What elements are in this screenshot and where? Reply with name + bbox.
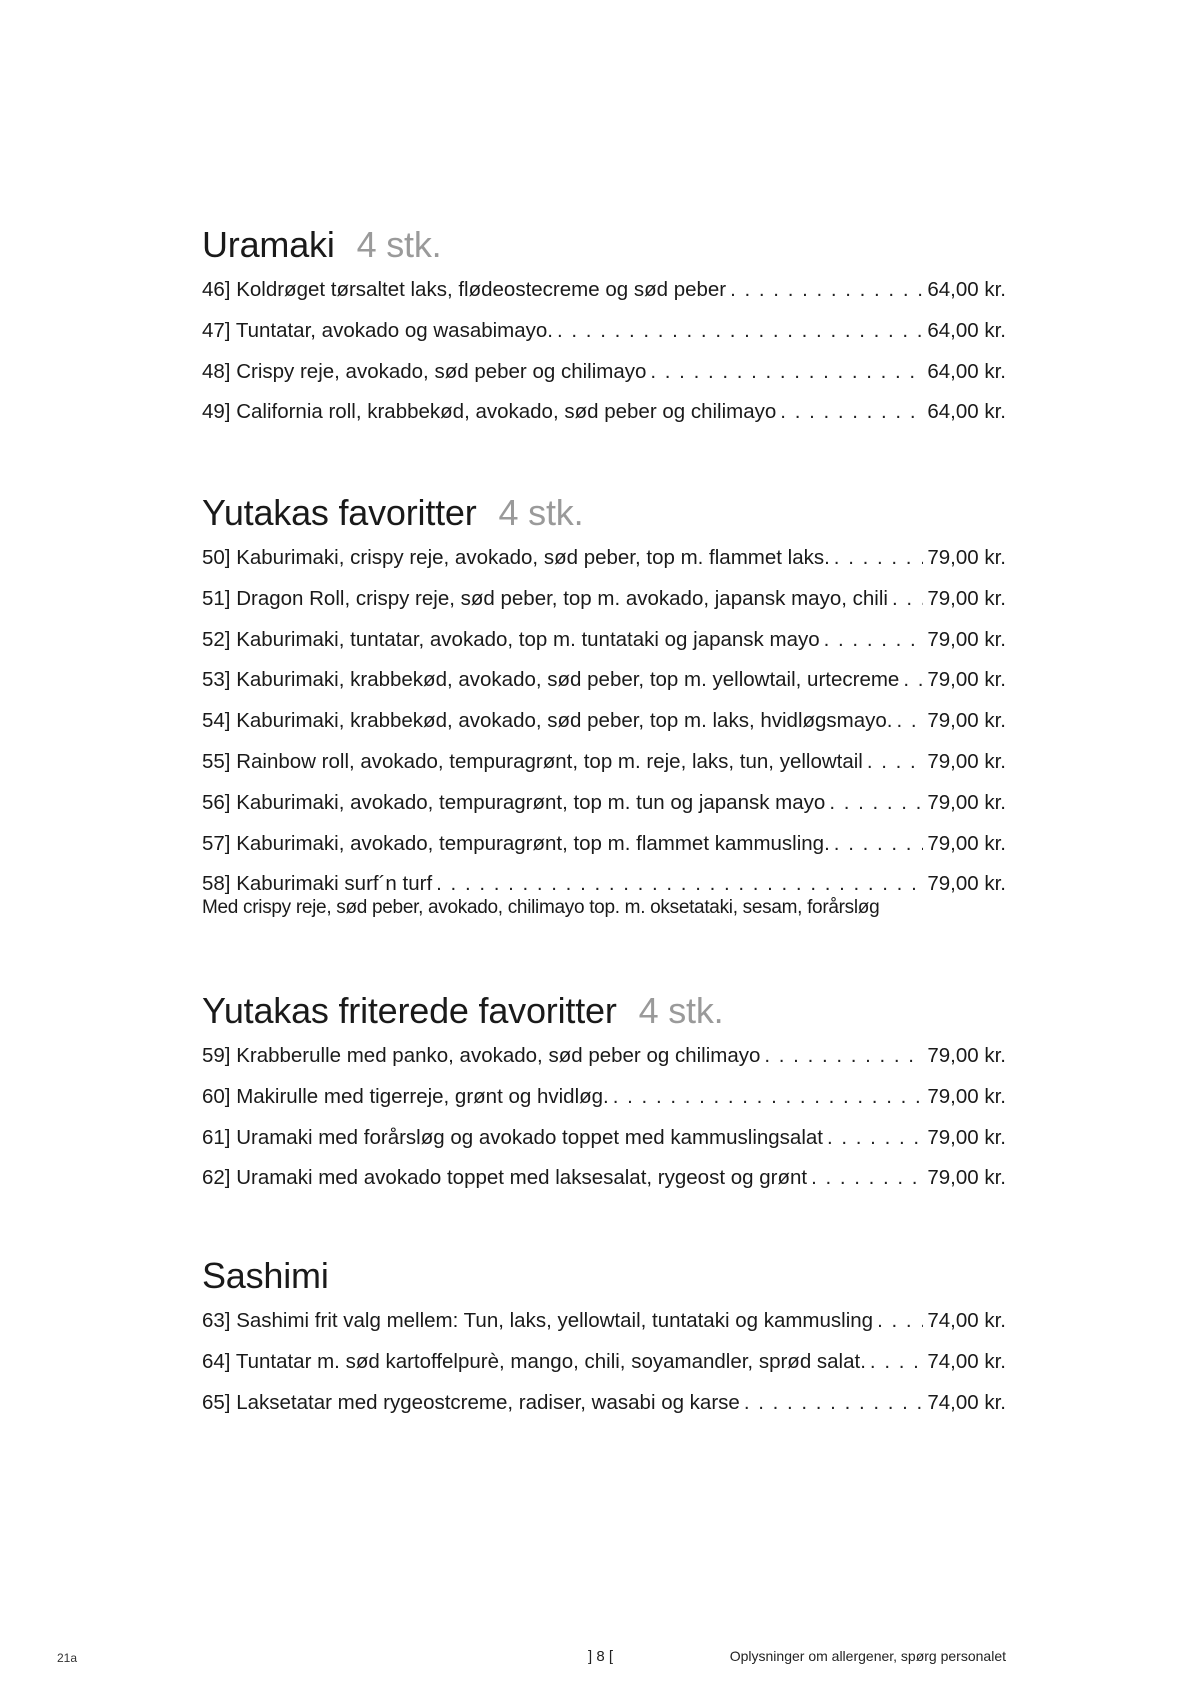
section-title — [202, 224, 1006, 266]
menu-item-description: Med crispy reje, sød peber, avokado, chilimayo top. m. oksetataki, sesam, forårsløg — [202, 897, 880, 919]
menu-item-price: 64,00 kr. — [927, 359, 1006, 383]
menu-item-price: 79,00 kr. — [927, 586, 1006, 610]
menu-item-name: 50] Kaburimaki, crispy reje, avokado, sød peber, top m. flammet laks. — [202, 546, 830, 569]
menu-item — [202, 1299, 1006, 1340]
dot-leader — [613, 1083, 924, 1111]
menu-item-price: 79,00 kr. — [927, 1084, 1006, 1108]
dot-leader — [829, 789, 923, 817]
menu-item-name: 49] California roll, krabbekød, avokado, sød peber og chilimayo — [202, 400, 777, 424]
menu-item-name: 48] Crispy reje, avokado, sød peber og chilimayo — [202, 359, 647, 383]
menu-item-price: 79,00 kr. — [927, 668, 1006, 692]
dot-leader — [870, 1348, 923, 1376]
menu-item — [202, 1381, 1006, 1422]
menu-item-list — [202, 1299, 1006, 1421]
dot-leader — [867, 748, 923, 776]
menu-item-price: 79,00 kr. — [927, 831, 1006, 855]
menu-item-price: 64,00 kr. — [927, 278, 1006, 301]
dot-leader — [436, 870, 923, 898]
menu-item — [202, 536, 1006, 577]
section-friterede-favoritter — [202, 990, 1006, 1197]
menu-item-price: 64,00 kr. — [927, 400, 1006, 424]
menu-item-price: 74,00 kr. — [927, 1390, 1006, 1414]
menu-item-name: 65] Laksetatar med rygeostcreme, radiser, wasabi og karse — [202, 1390, 740, 1414]
menu-item-name: 47] Tuntatar, avokado og wasabimayo. — [202, 318, 554, 342]
section-yutakas-favoritter — [202, 492, 1006, 928]
section-sashimi — [202, 1255, 1006, 1421]
menu-item-name: 51] Dragon Roll, crispy reje, sød peber, top m. avokado, japansk mayo, chili — [202, 586, 888, 610]
section-uramaki — [202, 224, 1006, 431]
menu-item — [202, 1075, 1006, 1116]
allergen-note: Oplysninger om allergener, spørg personalet — [729, 1648, 1006, 1664]
menu-item-price: 79,00 kr. — [927, 790, 1006, 814]
menu-item — [202, 618, 1006, 659]
menu-item — [202, 1116, 1006, 1157]
menu-item-name: 46] Koldrøget tørsaltet laks, flødeostecreme og sød peber — [202, 278, 727, 301]
menu-item — [202, 740, 1006, 781]
menu-item-name: 64] Tuntatar m. sød kartoffelpurè, mango, chili, soyamandler, sprød salat. — [202, 1349, 866, 1373]
dot-leader — [903, 666, 923, 694]
dot-leader — [877, 1307, 923, 1335]
dot-leader — [834, 830, 924, 858]
menu-item-name: 60] Makirulle med tigerreje, grønt og hvidløg. — [202, 1084, 609, 1108]
menu-item — [202, 781, 1006, 822]
menu-item — [202, 390, 1006, 431]
menu-item-price: 79,00 kr. — [927, 546, 1006, 569]
dot-leader — [824, 626, 924, 654]
dot-leader — [827, 1124, 923, 1152]
menu-item — [202, 1156, 1006, 1197]
section-title-text: Yutakas friterede favoritter — [202, 990, 617, 1031]
menu-item — [202, 268, 1006, 309]
dot-leader — [780, 398, 923, 426]
menu-item-name: 54] Kaburimaki, krabbekød, avokado, sød peber, top m. laks, hvidløgsmayo. — [202, 709, 893, 733]
footer-code: 21a — [57, 1651, 78, 1665]
menu-item — [202, 699, 1006, 740]
menu-item — [202, 309, 1006, 350]
dot-leader — [892, 585, 923, 613]
menu-item-price: 64,00 kr. — [927, 318, 1006, 342]
dot-leader — [834, 544, 924, 572]
dot-leader — [897, 707, 924, 735]
menu-item — [202, 350, 1006, 391]
menu-item-name: 57] Kaburimaki, avokado, tempuragrønt, top m. flammet kammusling. — [202, 831, 830, 855]
menu-item-name: 52] Kaburimaki, tuntatar, avokado, top m. tuntataki og japansk mayo — [202, 627, 820, 651]
menu-item — [202, 822, 1006, 863]
menu-item-price: 79,00 kr. — [927, 627, 1006, 651]
menu-item-price: 79,00 kr. — [927, 1125, 1006, 1149]
menu-item-price: 79,00 kr. — [927, 709, 1006, 733]
dot-leader — [764, 1042, 923, 1070]
menu-item-price: 79,00 kr. — [927, 749, 1006, 773]
dot-leader — [557, 317, 923, 345]
menu-item — [202, 577, 1006, 618]
section-title-text: Yutakas favoritter — [202, 492, 477, 533]
menu-item-list — [202, 1034, 1006, 1197]
section-title — [202, 1255, 1006, 1297]
dot-leader — [744, 1389, 924, 1417]
dot-leader — [811, 1164, 923, 1192]
section-title — [202, 990, 1006, 1032]
menu-item-name: 56] Kaburimaki, avokado, tempuragrønt, top m. tun og japansk mayo — [202, 790, 826, 814]
section-quantity: 4 stk. — [498, 492, 584, 533]
menu-item — [202, 658, 1006, 699]
menu-item-name: 61] Uramaki med forårsløg og avokado toppet med kammuslingsalat — [202, 1125, 823, 1149]
menu-item-price: 79,00 kr. — [927, 872, 1006, 896]
menu-item-name: 62] Uramaki med avokado toppet med laksesalat, rygeost og grønt — [202, 1166, 808, 1190]
section-quantity: 4 stk. — [638, 990, 724, 1031]
section-title — [202, 492, 1006, 534]
section-title-text: Sashimi — [202, 1255, 329, 1296]
menu-item-list — [202, 536, 1006, 928]
section-title-text: Uramaki — [202, 224, 335, 265]
menu-item-price: 74,00 kr. — [927, 1349, 1006, 1373]
menu-item — [202, 1340, 1006, 1381]
menu-item-name: 59] Krabberulle med panko, avokado, sød peber og chilimayo — [202, 1044, 761, 1067]
menu-item-list — [202, 268, 1006, 431]
menu-item-price: 79,00 kr. — [927, 1166, 1006, 1190]
section-quantity: 4 stk. — [356, 224, 442, 265]
dot-leader — [730, 276, 923, 304]
menu-item-price: 79,00 kr. — [927, 1044, 1006, 1067]
menu-item-name: 63] Sashimi frit valg mellem: Tun, laks, yellowtail, tuntataki og kammusling — [202, 1309, 874, 1332]
page-number: ] 8 [ — [588, 1648, 614, 1665]
menu-item — [202, 1034, 1006, 1075]
menu-item-name: 53] Kaburimaki, krabbekød, avokado, sød peber, top m. yellowtail, urtecreme — [202, 668, 900, 692]
menu-item-price: 74,00 kr. — [927, 1309, 1006, 1332]
menu-item-name: 58] Kaburimaki surf´n turf — [202, 872, 433, 896]
dot-leader — [650, 358, 923, 386]
menu-item-name: 55] Rainbow roll, avokado, tempuragrønt, top m. reje, laks, tun, yellowtail — [202, 749, 863, 773]
menu-item — [202, 862, 1006, 928]
